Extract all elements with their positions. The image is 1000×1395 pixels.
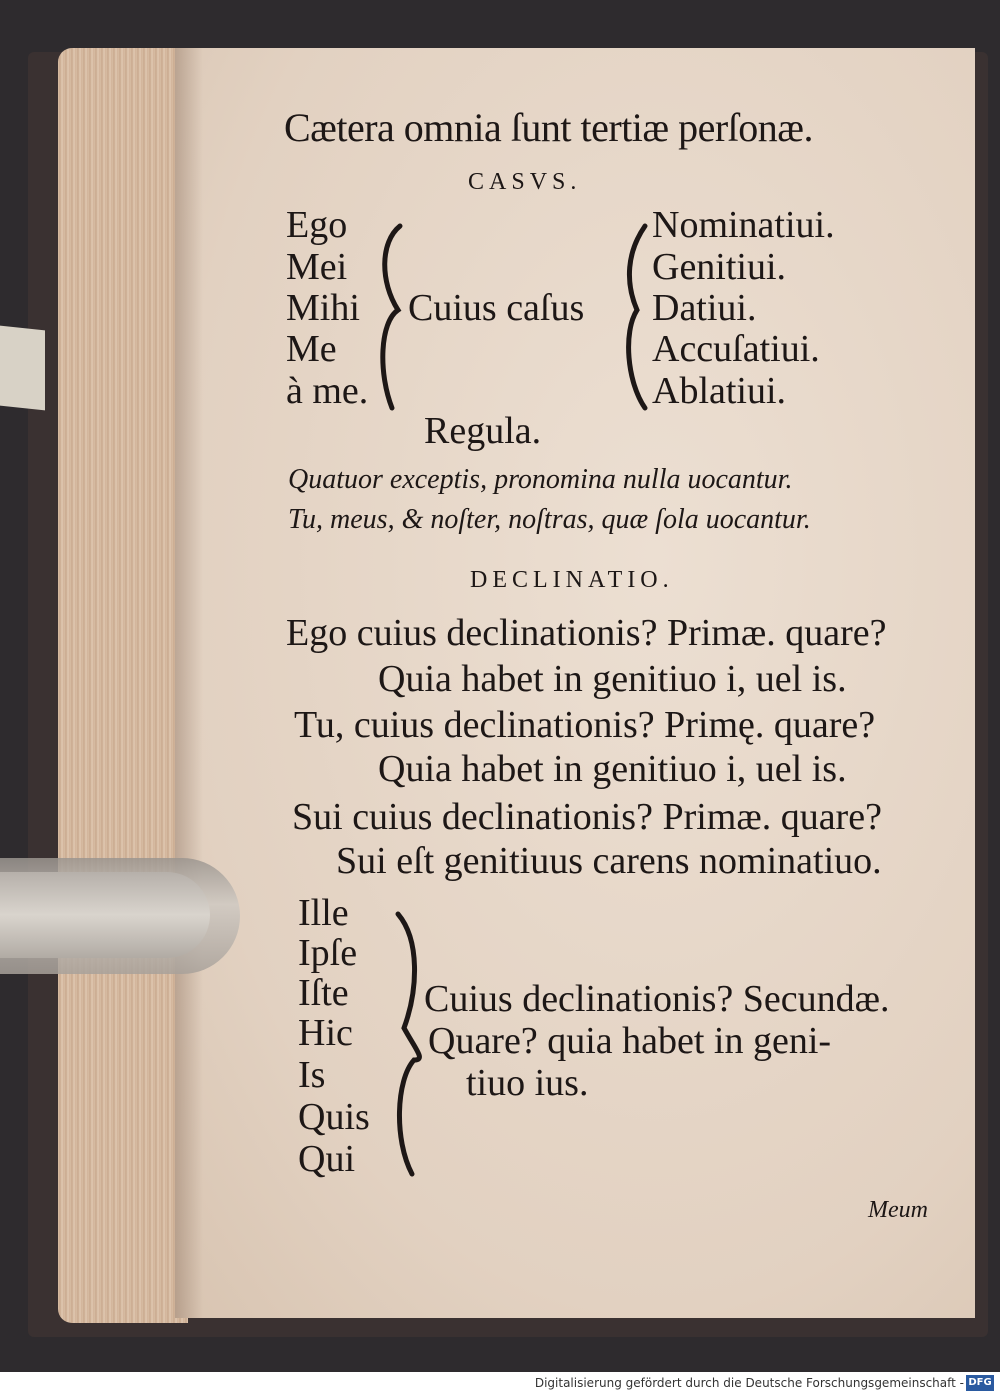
page-edges	[58, 48, 188, 1323]
pronoun-me: Me	[286, 328, 337, 370]
case-dativ: Datiui.	[652, 287, 757, 329]
footer-credit: Digitalisierung gefördert durch die Deutsche Forschungsgemeinschaft -	[534, 1376, 964, 1390]
decl-line-2: Quia habet in genitiuo i, uel is.	[378, 658, 847, 700]
pronoun-qui: Qui	[298, 1138, 355, 1180]
page-title-line: Cætera omnia ſunt tertiæ perſonæ.	[284, 105, 813, 150]
rule-line-2: Tu, meus, & noſter, noſtras, quæ ſola uocantur.	[288, 504, 811, 535]
pronoun-ipse: Ipſe	[298, 932, 358, 974]
decl-line-5: Sui cuius declinationis? Primæ. quare?	[292, 796, 882, 838]
pronoun-a-me: à me.	[286, 370, 369, 412]
dfg-logo-icon: DFG	[966, 1375, 994, 1391]
decl-line-6: Sui eſt genitiuus carens nominatiuo.	[336, 840, 882, 882]
second-decl-line-1: Cuius declinationis? Secundæ.	[424, 978, 890, 1020]
metal-clasp-inner	[0, 872, 210, 958]
casus-heading: CASVS.	[468, 169, 582, 195]
decl-line-4: Quia habet in genitiuo i, uel is.	[378, 748, 847, 790]
pronoun-mei: Mei	[286, 246, 348, 288]
pronoun-iste: Iſte	[298, 972, 349, 1014]
decl-line-3: Tu, cuius declinationis? Primę. quare?	[294, 704, 876, 746]
catchword: Meum	[868, 1197, 928, 1223]
gutter-shadow	[175, 48, 203, 1318]
second-decl-line-2: Quare? quia habet in geni-	[428, 1020, 832, 1062]
rule-line-1: Quatuor exceptis, pronomina nulla uocantur.	[288, 464, 793, 495]
pronoun-ego: Ego	[286, 204, 348, 246]
case-nominativ: Nominatiui.	[652, 204, 835, 246]
pronoun-hic: Hic	[298, 1012, 353, 1054]
declinatio-heading: DECLINATIO.	[470, 567, 674, 593]
pronoun-mihi: Mihi	[286, 287, 360, 329]
case-akkusativ: Accuſatiui.	[652, 328, 820, 370]
decl-line-1: Ego cuius declinationis? Primæ. quare?	[286, 612, 887, 654]
case-genitiv: Genitiui.	[652, 246, 787, 288]
strap	[0, 326, 45, 411]
second-decl-line-3: tiuo ius.	[466, 1062, 589, 1104]
pronoun-is: Is	[298, 1054, 326, 1096]
pronoun-quis: Quis	[298, 1096, 370, 1138]
pronoun-ille: Ille	[298, 892, 349, 934]
case-ablativ: Ablatiui.	[652, 370, 787, 412]
regula-heading: Regula.	[424, 410, 542, 452]
cuius-casus-label: Cuius caſus	[408, 287, 585, 329]
